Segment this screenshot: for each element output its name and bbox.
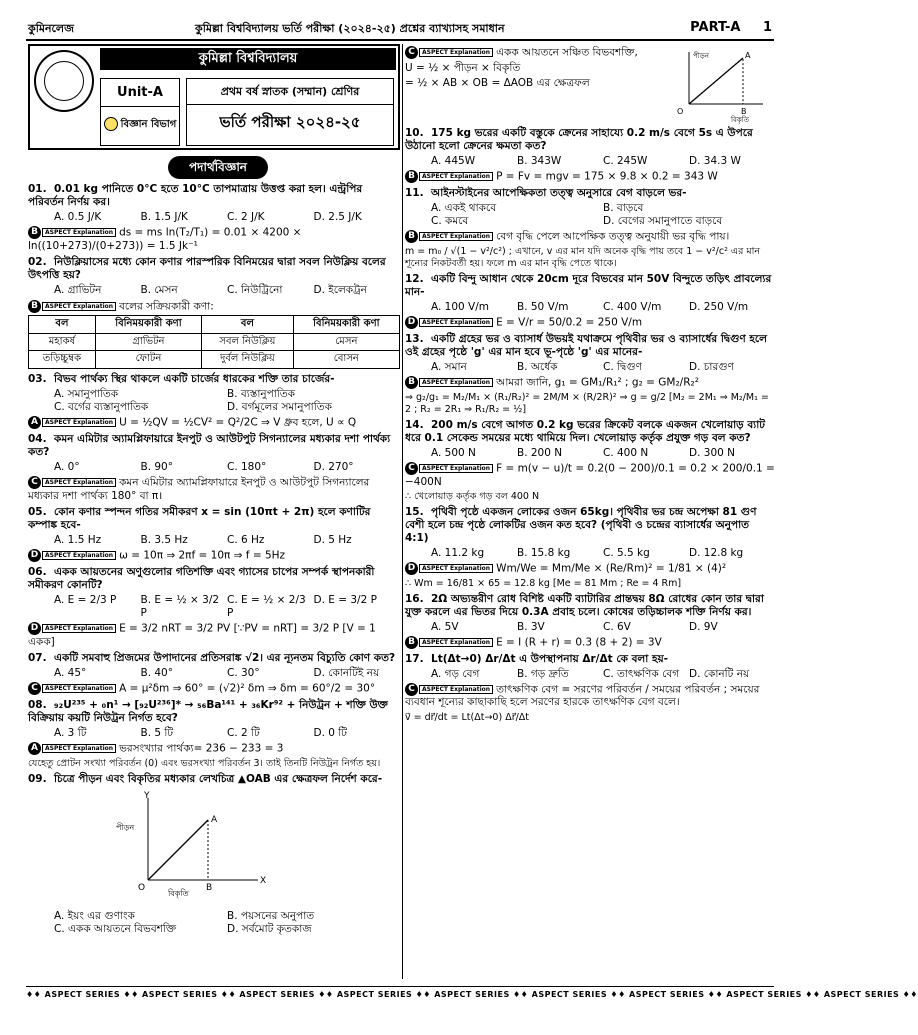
table-row: তড়িচ্চুম্বক ফোটন দুর্বল নিউক্লিয় বোসন xyxy=(29,351,400,369)
question-text: 04. কমন এমিটার অ্যামপ্লিফায়ারে ইনপুট ও আউটপুট সিগন্যালের মধ্যকার দশা পার্থক্য কত? xyxy=(28,432,391,458)
option-c: C. E = ½ × 2/3 P xyxy=(227,594,306,620)
question-04 xyxy=(28,433,400,503)
question-15 xyxy=(405,506,775,590)
option-d: D. কোনটিই নয় xyxy=(313,667,380,680)
answer-badge: B ASPECT Explanation xyxy=(28,226,116,239)
left-questions xyxy=(28,183,400,936)
option-a: A. সমান xyxy=(431,361,467,373)
svg-text:বিকৃতি: বিকৃতি xyxy=(168,888,189,898)
question-08 xyxy=(28,699,400,770)
options xyxy=(405,668,775,681)
option-a: A. 1.5 Hz xyxy=(54,534,102,546)
option-d: D. 250 V/m xyxy=(689,301,749,313)
question-text: 16. 2Ω অভ্যন্তরীণ রোধ বিশিষ্ট একটি ব্যাটারির প্রান্তদ্বয় 8Ω রোধের কোন তার দ্বারা যুক্ত করলে এর ভিতর দিয়ে 0.3A প্রবাহ চলে। কোষের তড়িচ্চালক শক্তি নির্ণয় কর। xyxy=(405,592,764,618)
answer-badge: A ASPECT Explanation xyxy=(28,416,116,429)
question-17 xyxy=(405,653,775,724)
svg-text:B: B xyxy=(741,107,747,116)
dept-label: বিজ্ঞান বিভাগ xyxy=(101,107,179,132)
question-09 xyxy=(28,773,400,937)
q09-expl-line2: U = ½ × পীড়ন × বিকৃতি xyxy=(405,61,521,74)
question-text: 03. বিভব পার্থক্য স্থির থাকলে একটি চার্জের ধারকের শক্তি তার চার্জের- xyxy=(28,372,335,385)
option-b: B. E = ½ × 3/2 P xyxy=(140,594,220,620)
column-divider xyxy=(402,44,403,979)
option-c: C. 245W xyxy=(603,155,648,168)
option-c: C. দ্বিগুণ xyxy=(603,361,642,373)
explanation: A ASPECT Explanation ভরসংখ্যার পার্থক্য= 236 − 233 = 3 xyxy=(28,742,400,756)
option-c: C. 2 টি xyxy=(227,727,260,740)
option-a: A. 3 টি xyxy=(54,727,87,740)
options xyxy=(405,155,775,168)
question-06 xyxy=(28,566,400,649)
right-questions xyxy=(405,127,775,723)
explanation: C ASPECT Explanation তাৎক্ষণিক বেগ = সরণের পরিবর্তন / সময়ের পরিবর্তন ; সময়ের ব্যবধান শূন্যের কাছাকাছি হলে সরণের হারকে তাৎক্ষণিক বেগ বলে। xyxy=(405,683,760,709)
unit-box xyxy=(100,78,180,146)
option-a: A. 445W xyxy=(431,155,476,168)
q09-explanation: O B A পীড়ন বিকৃতি C ASPECT Explanation একক আয়তনে সঞ্চিত বিভবশক্তি, U = ½ × পীড়ন × বিকৃতি = ½ × AB × OB = ΔAOB এর ক্ষেত্রফল xyxy=(405,46,775,124)
smiley-icon xyxy=(104,117,118,131)
option-d: D. কোনটি নয় xyxy=(689,667,750,680)
question-text: 01. 0.01 kg পানিতে 0°C হতে 10°C তাপমাত্রায় উত্তপ্ত করা হল। এন্ট্রপির পরিবর্তন নির্ণয় কর। xyxy=(28,183,363,209)
option-b: B. 50 V/m xyxy=(517,301,569,313)
options xyxy=(28,388,400,414)
option-b: B. 3V xyxy=(517,620,545,633)
exam-line2: ভর্তি পরীক্ষা ২০২৪-২৫ xyxy=(219,113,361,131)
options xyxy=(28,534,400,547)
option-a: A. 45° xyxy=(54,667,87,680)
option-b: B. 15.8 kg xyxy=(517,546,571,559)
option-a: A. 0.5 J/K xyxy=(54,211,102,224)
question-16 xyxy=(405,593,775,650)
page-number: 1 xyxy=(762,20,772,35)
options xyxy=(405,361,775,374)
question-text: 07. একটি সমবাহু প্রিজমের উপাদানের প্রতিসরাঙ্ক √2। এর ন্যূনতম বিচ্যুতি কোণ কত? xyxy=(28,652,396,664)
answer-badge: C ASPECT Explanation xyxy=(405,46,493,59)
option-c: C. বর্গের ব্যস্তানুপাতিক xyxy=(54,400,149,413)
option-d: D. বর্গমূলের সমানুপাতিক xyxy=(227,400,332,413)
explanation: A ASPECT Explanation U = ½QV = ½CV² = Q²/2C ⇒ V ধ্রুব হলে, U ∝ Q xyxy=(28,416,400,430)
option-a: A. 11.2 kg xyxy=(431,546,485,559)
header-title: কুমিল্লা বিশ্ববিদ্যালয় ভর্তি পরীক্ষা (২০২৪-২৫) প্রশ্নের ব্যাখ্যাসহ সমাধান xyxy=(195,22,505,35)
option-d: D. 2.5 J/K xyxy=(313,211,362,224)
question-03 xyxy=(28,373,400,430)
answer-badge: D ASPECT Explanation xyxy=(405,562,493,575)
university-logo xyxy=(34,50,94,112)
explanation: B ASPECT Explanation বলের সক্রিয়কারী কণা: xyxy=(28,300,400,314)
options xyxy=(405,621,775,634)
answer-badge: C ASPECT Explanation xyxy=(405,462,493,475)
option-b: B. ব্যস্তানুপাতিক xyxy=(227,387,296,400)
question-text: 10. 175 kg ভরের একটি বস্তুকে ক্রেনের সাহায্যে 0.2 m/s বেগে 5s এ উপরে উঠানো হলো ক্রেনের ক্ষমতা কত? xyxy=(405,127,753,153)
option-d: D. 9V xyxy=(689,620,718,633)
option-d: D. 34.3 W xyxy=(689,155,741,168)
explanation: D ASPECT Explanation ω = 10π ⇒ 2πf = 10π ⇒ f = 5Hz xyxy=(28,549,400,563)
options xyxy=(405,447,775,460)
header-part xyxy=(690,20,772,36)
left-column xyxy=(28,44,400,939)
options xyxy=(405,202,775,228)
option-c: C. 180° xyxy=(227,460,267,473)
option-d: D. চারগুণ xyxy=(689,361,734,373)
explanation: B ASPECT Explanation বেগ বৃদ্ধি পেলে আপেক্ষিক তত্ত্ব অনুযায়ী ভর বৃদ্ধি পায়। xyxy=(405,230,775,244)
explanation-note: ∴ Wm = 16/81 × 65 = 12.8 kg [Me = 81 Mm ; Re = 4 Rm] xyxy=(405,577,682,589)
question-text: 15. পৃথিবী পৃষ্ঠে একজন লোকের ওজন 65kg। পৃথিবীর ভর চন্দ্র অপেক্ষা 81 গুণ বেশী হলে চন্দ্র পৃষ্ঠে লোকটির ওজন কত হবে? (পৃথিবী ও চন্দ্রের ব্যাসার্ধের অনুপাত 4:1) xyxy=(405,505,757,544)
question-text: 08. ₉₂U²³⁵ + ₀n¹ → [₉₂U²³⁶]* → ₅₆Ba¹⁴¹ + ₃₆Kr⁹² + নিউট্রন + শক্তি উক্ত বিক্রিয়ায় কয়টি নিউট্রন নির্গত হবে? xyxy=(28,698,388,724)
question-text: 13. একটি গ্রহের ভর ও ব্যাসার্ধ উভয়ই যথাক্রমে পৃথিবীর ভর ও ব্যাসার্ধের দ্বিগুণ হলে ওই গ্রহের পৃষ্ঠে 'g' এর মান হবে ভূ-পৃষ্ঠে 'g' এর মানের- xyxy=(405,332,767,358)
option-b: B. 343W xyxy=(517,155,562,168)
answer-badge: D ASPECT Explanation xyxy=(405,316,493,329)
answer-badge: B ASPECT Explanation xyxy=(28,300,116,313)
options xyxy=(405,547,775,560)
part-label: PART-A xyxy=(690,20,741,35)
option-b: B. অর্ধেক xyxy=(517,361,558,373)
question-07 xyxy=(28,652,400,696)
explanation: D ASPECT Explanation E = 3/2 nRT = 3/2 PV [∵PV = nRT] = 3/2 P [V = 1 একক] xyxy=(28,622,376,648)
option-c: C. 6V xyxy=(603,620,631,633)
option-b: B. 1.5 J/K xyxy=(140,211,188,224)
option-c: C. তাৎক্ষণিক বেগ xyxy=(603,667,680,680)
question-text: 09. চিত্রে পীড়ন এবং বিকৃতির মধ্যকার লেখচিত্র ▲OAB এর ক্ষেত্রফল নির্দেশ করে- xyxy=(28,772,383,785)
question-13 xyxy=(405,333,775,416)
svg-text:বিকৃতি: বিকৃতি xyxy=(731,116,750,124)
answer-badge: B ASPECT Explanation xyxy=(405,230,493,243)
force-table: বল বিনিময়কারী কণা বল বিনিময়কারী কণা মহাকর্ষ গ্রাভিটন সবল নিউক্লিয় মেসন তড়িচ্চুম্বক ফোটন দুর্বল নিউক্লিয় বোসন xyxy=(28,315,400,369)
right-column xyxy=(405,44,775,726)
option-c: C. 400 N xyxy=(603,446,649,459)
option-a: A. সমানুপাতিক xyxy=(54,387,119,400)
option-b: B. মেসন xyxy=(140,284,178,297)
option-d: D. E = 3/2 P xyxy=(313,594,377,606)
option-c: C. 6 Hz xyxy=(227,534,265,546)
svg-text:পীড়ন: পীড়ন xyxy=(116,822,135,832)
option-d: D. 12.8 kg xyxy=(689,546,744,559)
question-05 xyxy=(28,506,400,563)
option-c: C. 5.5 kg xyxy=(603,546,650,559)
question-text: 12. একটি বিন্দু আধান থেকে 20cm দূরে বিভবের মান 50V বিন্দুতে তড়িৎ প্রাবল্যের মান- xyxy=(405,272,772,298)
title-block xyxy=(28,44,400,150)
university-name: কুমিল্লা বিশ্ববিদ্যালয় xyxy=(100,48,396,70)
option-d: D. সর্বমোট কৃতকাজ xyxy=(227,923,312,936)
options xyxy=(28,461,400,474)
page-footer: ♦♦ ASPECT SERIES ♦♦ ASPECT SERIES ♦♦ ASPECT SERIES ♦♦ ASPECT SERIES ♦♦ ASPECT SERIES ♦♦ ASPECT SERIES ♦♦ ASPECT SERIES ♦♦ ASPECT SERIES ♦♦ ASPECT SERIES ♦♦ xyxy=(26,986,774,1002)
header-brand: কুমিনলেজ xyxy=(28,22,74,35)
explanation-note: m = m₀ / √(1 − v²/c²) ; এখানে, v এর মান যদি অনেক বৃদ্ধি পায় তবে 1 − v²/c² এর মান শূন্যের নিকটবর্তী হয়। ফলে m এর মান বৃদ্ধি পেতে থাকে। xyxy=(405,246,761,269)
option-d: D. 5 Hz xyxy=(313,534,352,546)
explanation: D ASPECT Explanation E = V/r = 50/0.2 = 250 V/m xyxy=(405,316,775,330)
svg-text:O: O xyxy=(677,107,684,116)
option-a: A. গড় বেগ xyxy=(431,667,480,680)
option-a: A. 5V xyxy=(431,620,459,633)
question-12 xyxy=(405,273,775,330)
option-a: A. 100 V/m xyxy=(431,301,490,313)
svg-text:X: X xyxy=(260,875,267,886)
option-c: C. কমবে xyxy=(431,215,469,228)
question-text: 11. আইনস্টাইনের আপেক্ষিকতা তত্ত্ব অনুসারে বেগ বাড়লে ভর- xyxy=(405,187,687,199)
explanation: B ASPECT Explanation E = I (R + r) = 0.3 (8 + 2) = 3V xyxy=(405,636,775,650)
question-11 xyxy=(405,187,775,270)
exam-box xyxy=(186,78,394,146)
options xyxy=(28,284,400,297)
explanation: B ASPECT Explanation ds = ms ln(T₂/T₁) = 0.01 × 4200 × ln((10+273)/(0+273)) = 1.5 Jk⁻¹ xyxy=(28,226,302,252)
options xyxy=(28,727,400,740)
option-b: B. 5 টি xyxy=(140,727,174,740)
unit-title: Unit-A xyxy=(101,79,179,107)
option-c: C. 400 V/m xyxy=(603,301,662,313)
explanation-note: ∴ খেলোয়াড় কর্তৃক গড় বল 400 N xyxy=(405,490,540,502)
option-a: A. গ্রাভিটন xyxy=(54,284,102,297)
svg-text:পীড়ন: পীড়ন xyxy=(693,52,709,60)
answer-badge: B ASPECT Explanation xyxy=(405,376,493,389)
answer-badge: B ASPECT Explanation xyxy=(405,170,493,183)
explanation: C ASPECT Explanation A = μ²δm ⇒ 60° = (√2)² δm ⇒ δm = 60°/2 = 30° xyxy=(28,682,400,696)
answer-badge: A ASPECT Explanation xyxy=(28,742,116,755)
explanation-note: ⇒ g₂/g₁ = M₂/M₁ × (R₁/R₂)² = 2M/M × (R/2R)² ⇒ g = g/2 [M₂ = 2M₁ ⇒ M₂/M₁ = 2 ; R₂ = 2R₁ ⇒ R₁/R₂ = ½] xyxy=(405,391,769,415)
section-title: পদার্থবিজ্ঞান xyxy=(168,156,268,179)
question-text: 17. Lt(Δt→0) Δr/Δt এ উপস্থাপনায় Δr/Δt কে বলা হয়- xyxy=(405,652,669,665)
svg-text:O: O xyxy=(138,882,146,893)
explanation: C ASPECT Explanation F = m(v − u)/t = 0.2(0 − 200)/0.1 = 0.2 × 200/0.1 = −400N xyxy=(405,462,775,488)
question-text: 02. নিউক্লিয়াসের মধ্যে কোন কণার পারস্পরিক বিনিময়ের দ্বারা সবল নিউক্লিয় বলের উৎপত্তি হয়? xyxy=(28,256,386,282)
svg-text:A: A xyxy=(745,51,751,60)
option-b: B. 90° xyxy=(140,460,173,473)
options xyxy=(405,301,775,314)
options xyxy=(28,910,400,936)
svg-text:B: B xyxy=(206,882,213,893)
answer-badge: B ASPECT Explanation xyxy=(405,636,493,649)
explanation-note: যেহেতু প্রোটন সংখ্যা পরিবর্তন (0) এবং ভরসংখ্যা পরিবর্তন 3। তাই তিনটি নিউট্রন নির্গত হয়। xyxy=(28,757,381,769)
answer-badge: C ASPECT Explanation xyxy=(28,476,116,489)
table-row: মহাকর্ষ গ্রাভিটন সবল নিউক্লিয় মেসন xyxy=(29,333,400,351)
option-a: A. 0° xyxy=(54,460,80,473)
option-c: C. নিউট্রিনো xyxy=(227,284,283,297)
question-text: 06. একক আয়তনের অণুগুলোর গতিশক্তি এবং গ্যাসের চাপের সম্পর্ক স্থাপনকারী সমীকরণ কোনটি? xyxy=(28,565,375,591)
exam-line1: প্রথম বর্ষ স্নাতক (সম্মান) শ্রেণির xyxy=(187,79,393,105)
answer-badge: C ASPECT Explanation xyxy=(28,682,116,695)
option-b: B. পয়সনের অনুপাত xyxy=(227,910,315,922)
option-d: D. 270° xyxy=(313,460,354,473)
question-text: 05. কোন কণার স্পন্দন গতির সমীকরণ x = sin (10πt + 2π) হলে কণাটির কম্পাঙ্ক হবে- xyxy=(28,505,371,531)
question-02 xyxy=(28,256,400,369)
option-a: A. E = 2/3 P xyxy=(54,594,117,606)
q09-expl-line3: = ½ × AB × OB = ΔAOB এর ক্ষেত্রফল xyxy=(405,76,590,89)
option-a: A. ইয়ং এর গুণাংক xyxy=(54,910,135,922)
option-b: B. 200 N xyxy=(517,446,563,459)
option-a: A. একই থাকবে xyxy=(431,202,497,215)
question-01 xyxy=(28,183,400,253)
option-b: B. 3.5 Hz xyxy=(140,534,188,546)
option-b: B. বাড়বে xyxy=(603,202,644,215)
question-14 xyxy=(405,419,775,503)
explanation: C ASPECT Explanation কমন এমিটার অ্যামপ্লিফায়ারে ইনপুট ও আউটপুট সিগন্যালের মধ্যকার দশা পার্থক্য 180° বা π। xyxy=(28,476,370,502)
option-d: D. ইলেকট্রন xyxy=(313,284,367,297)
option-b: B. গড় দ্রুতি xyxy=(517,667,569,680)
option-b: B. 40° xyxy=(140,667,173,680)
stress-strain-graph xyxy=(108,790,268,900)
option-a: A. 500 N xyxy=(431,446,476,459)
answer-badge: D ASPECT Explanation xyxy=(28,622,116,635)
options xyxy=(28,667,400,680)
option-c: C. 30° xyxy=(227,667,260,680)
answer-badge: D ASPECT Explanation xyxy=(28,549,116,562)
header-divider xyxy=(26,39,774,41)
option-d: D. বেগের সমানুপাতে বাড়বে xyxy=(603,215,723,228)
question-text: 14. 200 m/s বেগে আগত 0.2 kg ভরের ক্রিকেট বলকে একজন খেলোয়াড় ব্যাট ধরে 0.1 সেকেন্ড সময়ের মধ্যে থামিয়ে দিল। খেলোয়াড় কর্তৃক প্রযুক্ত গড় বল কত? xyxy=(405,418,765,444)
options xyxy=(28,594,400,620)
answer-badge: C ASPECT Explanation xyxy=(405,683,493,696)
svg-text:A: A xyxy=(211,814,218,825)
explanation: B ASPECT Explanation আমরা জানি, g₁ = GM₁/R₁² ; g₂ = GM₂/R₂² xyxy=(405,376,775,390)
stress-strain-mini-graph xyxy=(671,46,771,122)
option-d: D. 300 N xyxy=(689,446,735,459)
explanation: D ASPECT Explanation Wm/We = Mm/Me × (Re/Rm)² = 1/81 × (4)² xyxy=(405,562,775,576)
option-c: C. 2 J/K xyxy=(227,211,265,224)
explanation: B ASPECT Explanation P = Fv = mgv = 175 × 9.8 × 0.2 = 343 W xyxy=(405,170,775,184)
svg-text:Y: Y xyxy=(144,790,150,801)
option-c: C. একক আয়তনে বিভবশক্তি xyxy=(54,923,177,936)
page-header xyxy=(0,0,800,38)
options xyxy=(28,211,400,224)
explanation-note: v⃗ = dr⃗/dt = Lt(Δt→0) Δr⃗/Δt xyxy=(405,711,530,723)
question-10 xyxy=(405,127,775,184)
option-d: D. 0 টি xyxy=(313,727,348,740)
